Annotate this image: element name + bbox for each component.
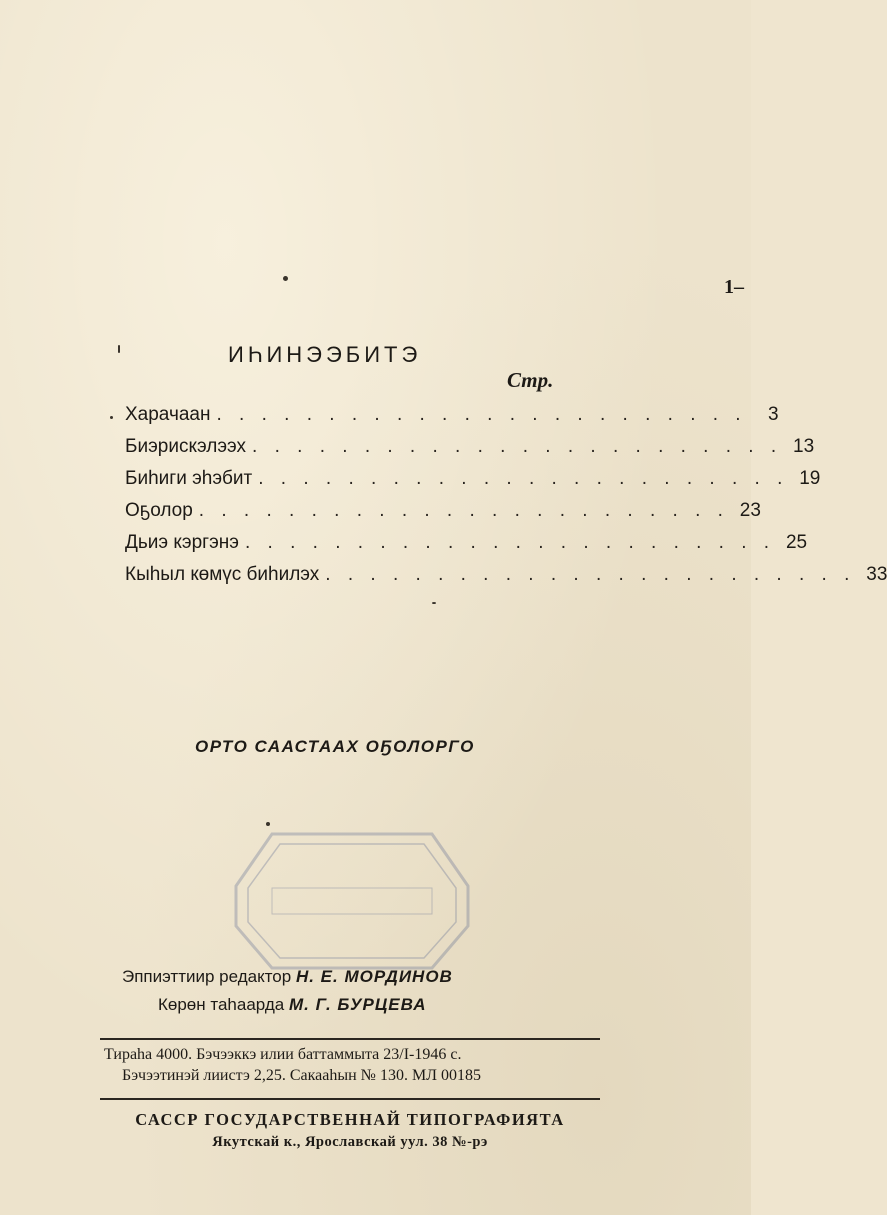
imprint-line: Бэчээтинэй лиистэ 2,25. Сакааһын № 130. МЛ 00185 xyxy=(122,1067,482,1084)
toc-entry-page: 33 xyxy=(866,564,887,585)
toc-entry xyxy=(125,532,808,564)
toc-entry-title: Оҕолор xyxy=(125,500,193,521)
library-stamp xyxy=(232,826,472,976)
toc-entry xyxy=(125,468,821,500)
table-of-contents xyxy=(125,404,887,596)
toc-entry-title: Харачаан xyxy=(125,404,211,425)
imprint xyxy=(104,1044,604,1086)
toc-entry xyxy=(125,564,887,596)
editor-label: Эппиэттиир редактор xyxy=(122,967,292,986)
toc-leader-dots: . . . . . . . . . . . . . . . . . . . . . . . . xyxy=(252,436,783,457)
toc-entry-page: 23 xyxy=(739,500,761,521)
toc-heading: ИҺИНЭЭБИТЭ xyxy=(228,342,422,367)
toc-entry-page: 13 xyxy=(793,436,815,457)
toc-leader-dots: . . . . . . . . . . . . . . . . . . . . . . . . xyxy=(198,500,729,521)
credits xyxy=(122,967,542,1023)
divider-rule xyxy=(100,1098,600,1100)
toc-entry-page: 19 xyxy=(799,468,821,489)
toc-entry xyxy=(125,436,815,468)
toc-entry-page: 3 xyxy=(768,404,779,425)
dedication: ОРТО СААСТААХ ОҔОЛОРГО xyxy=(195,737,475,756)
editor-credit xyxy=(122,967,542,995)
toc-entry-title: Кыһыл көмүс биһилэх xyxy=(125,564,320,585)
toc-entry-page: 25 xyxy=(785,532,808,553)
divider-rule xyxy=(100,1038,600,1040)
toc-entry-title: Биһиги эһэбит xyxy=(125,468,253,489)
printer-name: САССР ГОСУДАРСТВЕННАЙ ТИПОГРАФИЯТА xyxy=(135,1110,565,1129)
toc-entry xyxy=(125,404,779,436)
page-edge-mark: 1– xyxy=(724,276,744,298)
proofreader-name: М. Г. БУРЦЕВА xyxy=(288,995,427,1014)
printer-address: Якутскай к., Ярославскай уул. 38 №-рэ xyxy=(212,1134,488,1150)
proofreader-label: Көрөн таһаарда xyxy=(158,995,285,1014)
editor-name: Н. Е. МОРДИНОВ xyxy=(295,967,453,986)
toc-leader-dots: . . . . . . . . . . . . . . . . . . . . . . . . xyxy=(258,468,789,489)
printer-info xyxy=(100,1110,600,1151)
proofreader-credit xyxy=(122,995,542,1023)
toc-entry xyxy=(125,500,761,532)
toc-leader-dots: . . . . . . . . . . . . . . . . . . . . . . . . xyxy=(244,532,776,553)
toc-leader-dots: . . . . . . . . . . . . . . . . . . . . . . . . xyxy=(216,404,747,425)
toc-entry-title: Биэрискэлээх xyxy=(125,436,247,457)
toc-entry-title: Дьиэ кэргэнэ xyxy=(125,532,239,553)
toc-leader-dots: . . . . . . . . . . . . . . . . . . . . . . . . xyxy=(325,564,856,585)
imprint-line: Тираһа 4000. Бэчээккэ илии баттаммыта 23/I-1946 с. xyxy=(104,1046,462,1063)
page-column-label: Стр. xyxy=(507,368,554,392)
